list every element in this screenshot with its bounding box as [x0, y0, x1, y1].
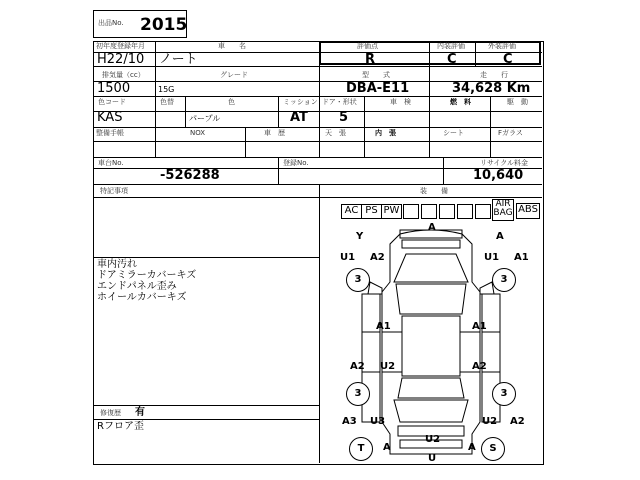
fuel-label: 燃 料 [450, 98, 471, 106]
repair-note: Rフロア歪 [97, 421, 144, 432]
glass-label: Fガラス [498, 129, 523, 137]
interior-value: C [447, 52, 457, 67]
color-code-label: 色コード [98, 98, 126, 106]
door-value: 5 [339, 110, 349, 125]
damage-mark: A [383, 442, 391, 453]
damage-mark: A [496, 231, 504, 242]
seat-mark: S [481, 437, 505, 461]
damage-mark: A2 [350, 361, 365, 372]
equipment-label: 装 備 [420, 187, 448, 195]
damage-mark: U2 [380, 361, 396, 372]
lot-number: 2015 [140, 15, 188, 35]
damage-mark: U2 [482, 416, 498, 427]
tire-mark: 3 [346, 382, 370, 406]
damage-mark: U2 [425, 434, 441, 445]
lot-box [93, 10, 187, 38]
remark-line: 車内汚れ [97, 259, 137, 270]
interior-upholstery-label: 内 張 [375, 129, 396, 137]
recycle-label: リサイクル料金 [480, 159, 529, 167]
exterior-label: 外装評価 [488, 42, 516, 50]
score-label: 評価点 [357, 42, 378, 50]
equipment-slot [403, 204, 419, 219]
exterior-value: C [503, 52, 513, 67]
displacement-label: 排気量（cc） [102, 71, 145, 79]
equipment-slot [421, 204, 437, 219]
remarks-label: 特記事項 [100, 187, 128, 195]
equipment-slot [439, 204, 455, 219]
damage-mark: U3 [370, 416, 386, 427]
tire-mark: 3 [492, 382, 516, 406]
grade-value: 15G [158, 85, 175, 94]
car-name-label: 車 名 [218, 42, 246, 50]
damage-mark: U1 [484, 252, 500, 263]
car-name-value: ノート [159, 52, 198, 67]
tire-mark: 3 [492, 268, 516, 292]
chassis-value: -526288 [160, 168, 220, 183]
remark-line: ホイールカバーキズ [97, 292, 187, 303]
inspection-label: 車 検 [390, 98, 411, 106]
mission-label: ミッション [283, 98, 318, 106]
repair-label: 修復歴 [100, 409, 121, 417]
score-value: R [365, 52, 376, 67]
damage-mark: A2 [510, 416, 525, 427]
remark-line: エンドパネル歪み [97, 281, 177, 292]
damage-mark: Y [356, 231, 364, 242]
damage-mark: A2 [472, 361, 487, 372]
damage-mark: A2 [370, 252, 385, 263]
damage-mark: A3 [342, 416, 357, 427]
grade-label: グレード [220, 71, 248, 79]
damage-mark: U [428, 453, 437, 464]
repair-value: 有 [135, 407, 145, 418]
model-label: 型 式 [362, 71, 390, 79]
equipment-slot [475, 204, 491, 219]
remark-line: ドアミラーカバーキズ [97, 270, 197, 281]
registration-label: 登録No. [283, 159, 309, 167]
lot-label: 出品No. [98, 19, 124, 27]
displacement-value: 1500 [97, 81, 131, 96]
color-change-label: 色替 [160, 98, 174, 106]
seat-label: シート [443, 129, 464, 137]
spare-tire-mark: T [349, 437, 373, 461]
history-label: 車 歴 [264, 129, 285, 137]
first-reg-label: 初年度登録年月 [96, 42, 145, 50]
ceiling-label: 天 張 [325, 129, 346, 137]
equipment-row [321, 199, 542, 221]
door-label: ドア・形状 [322, 98, 357, 106]
damage-mark: A1 [472, 321, 487, 332]
equipment-pw: PW [381, 204, 402, 219]
model-value: DBA-E11 [346, 81, 410, 96]
equipment-airbag: AIR BAG [492, 199, 514, 221]
color-value: パープル [189, 114, 221, 123]
manual-label: 整備手帳 [96, 129, 124, 137]
drive-label: 駆 動 [507, 98, 528, 106]
color-label: 色 [228, 98, 235, 106]
damage-mark: U1 [340, 252, 356, 263]
mileage-value: 34,628 Km [452, 81, 531, 96]
equipment-abs: ABS [516, 203, 540, 219]
color-code-value: KAS [97, 110, 123, 125]
damage-mark: A1 [376, 321, 391, 332]
equipment-slot [457, 204, 473, 219]
interior-label: 内装評価 [437, 42, 465, 50]
equipment-ps: PS [361, 204, 382, 219]
damage-mark: A [468, 442, 476, 453]
nox-label: NOX [190, 129, 206, 137]
mission-value: AT [290, 110, 308, 125]
tire-mark: 3 [346, 268, 370, 292]
recycle-value: 10,640 [473, 168, 524, 183]
damage-mark: A1 [514, 252, 529, 263]
chassis-label: 車台No. [98, 159, 124, 167]
first-reg-value: H22/10 [97, 52, 145, 67]
damage-mark: A [428, 222, 436, 233]
equipment-ac: AC [341, 204, 362, 219]
mileage-label: 走 行 [480, 71, 508, 79]
